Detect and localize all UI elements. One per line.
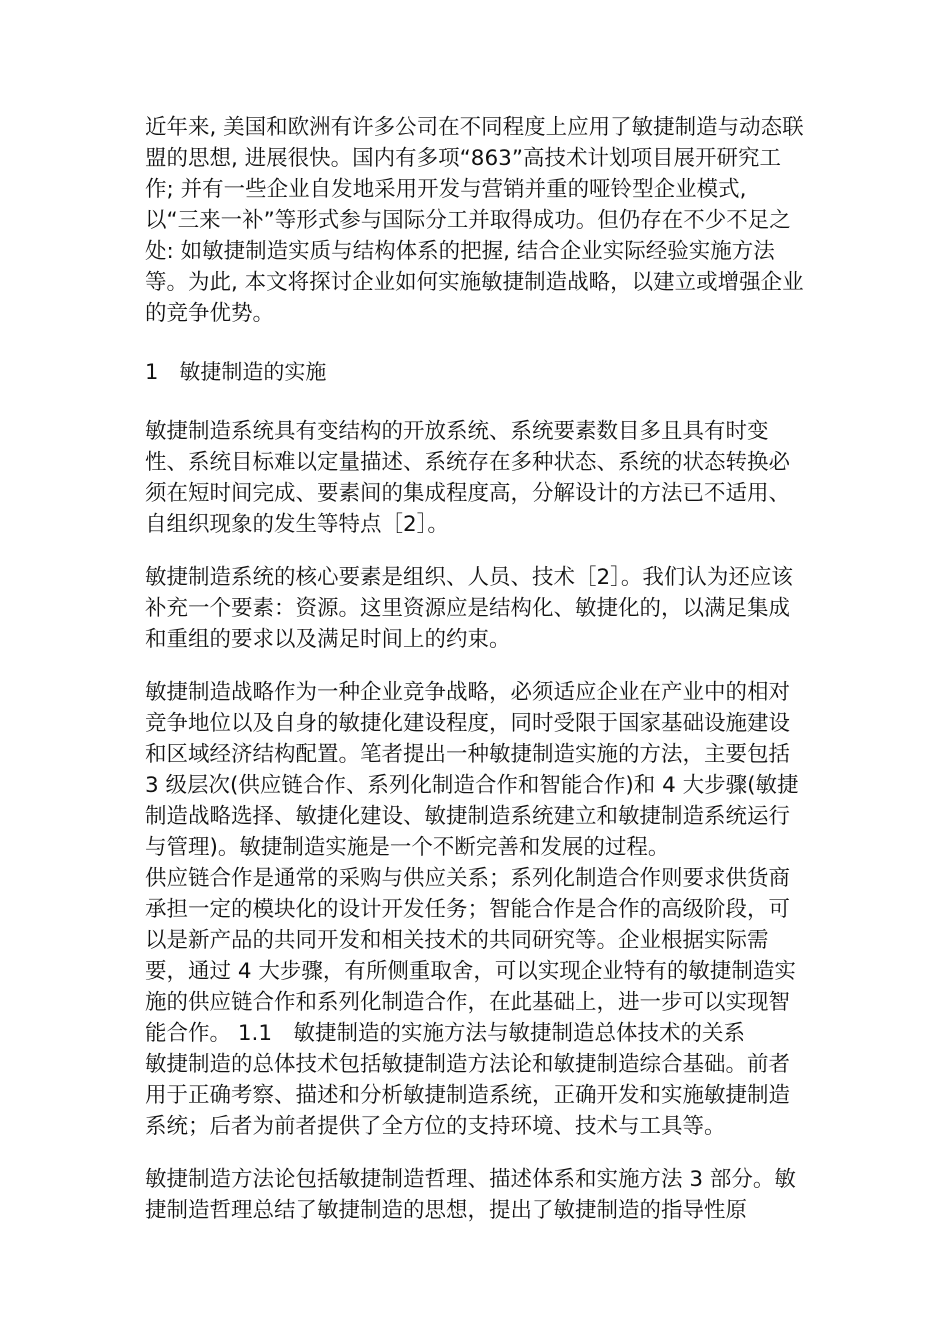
section-heading: 1 敏捷制造的实施 [145, 360, 327, 384]
document-body [145, 112, 807, 1226]
paragraph-intro: 近年来, 美国和欧洲有许多公司在不同程度上应用了敏捷制造与动态联盟的思想, 进展很快。国内有多项“863”高技术计划项目展开研究工作; 并有一些企业自发地采用开发与营销并重的哑铃型企业模式, 以“三来一补”等形式参与国际分工并取得成功。但仍存在不少不足之处: 如敏捷制造实质与结构体系的把握, 结合企业实际经验实施方法等。为此, 本文将探讨企业如何实施敏捷制造战略，以建立或增强企业的竞争优势。 [145, 115, 804, 326]
paragraph-methodology: 敏捷制造方法论包括敏捷制造哲理、描述体系和实施方法 3 部分。敏捷制造哲理总结了敏捷制造的思想，提出了敏捷制造的指导性原 [145, 1167, 796, 1223]
paragraph-system-features: 敏捷制造系统具有变结构的开放系统、系统要素数目多且具有时变性、系统目标难以定量描述、系统存在多种状态、系统的状态转换必须在短时间完成、要素间的集成程度高，分解设计的方法已不适用、自组织现象的发生等特点［2］。 [145, 419, 791, 537]
paragraph-strategy: 敏捷制造战略作为一种企业竞争战略，必须适应企业在产业中的相对竞争地位以及自身的敏捷化建设程度，同时受限于国家基础设施建设和区域经济结构配置。笔者提出一种敏捷制造实施的方法，主要包括 3 级层次(供应链合作、系列化制造合作和智能合作)和 4 大步骤(敏捷制造战略选择、敏捷化建设、敏捷制造系统建立和敏捷制造系统运行与管理)。敏捷制造实施是一个不断完善和发展的过程。 [145, 680, 799, 860]
paragraph-cooperation: 供应链合作是通常的采购与供应关系；系列化制造合作则要求供货商承担一定的模块化的设计开发任务；智能合作是合作的高级阶段，可以是新产品的共同开发和相关技术的共同研究等。企业根据实际需要，通过 4 大步骤，有所侧重取舍，可以实现企业特有的敏捷制造实施的供应链合作和系列化制造合作，在此基础上，进一步可以实现智能合作。 1.1 敏捷制造的实施方法与敏捷制造总体技术的关系 敏捷制造的总体技术包括敏捷制造方法论和敏捷制造综合基础。前者用于正确考察、描述和分析敏捷制造系统，正确开发和实施敏捷制造系统；后者为前者提供了全方位的支持环境、技术与工具等。 [145, 866, 796, 1139]
paragraph-core-elements: 敏捷制造系统的核心要素是组织、人员、技术［2］。我们认为还应该补充一个要素：资源。这里资源应是结构化、敏捷化的，以满足集成和重组的要求以及满足时间上的约束。 [145, 565, 793, 652]
